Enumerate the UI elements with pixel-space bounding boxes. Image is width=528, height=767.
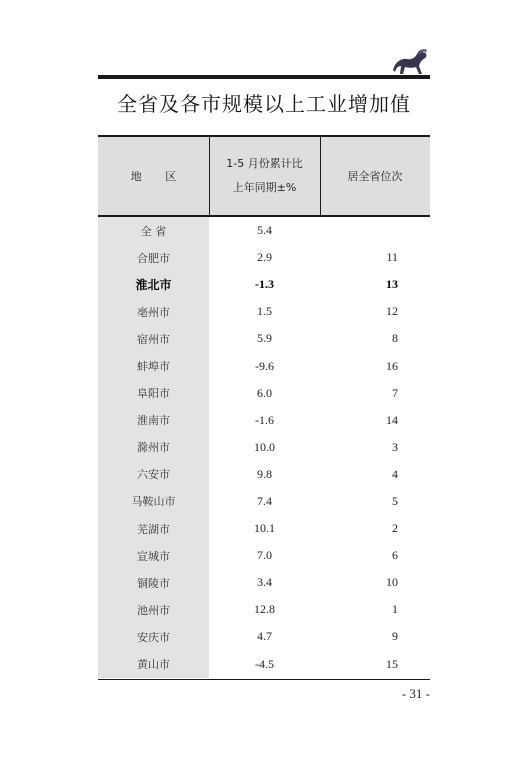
cell-growth: 10.1: [254, 521, 275, 536]
cell-rank: [320, 217, 430, 244]
table-row: [98, 298, 430, 325]
cell-rank: 9: [392, 629, 398, 644]
cell-region: 宿州市: [98, 325, 209, 352]
cell-region: 安庆市: [98, 623, 209, 650]
table-row: [98, 488, 430, 515]
table-header: [98, 137, 430, 215]
cell-region: 宣城市: [98, 542, 209, 569]
cell-region: 亳州市: [98, 298, 209, 325]
horse-icon: [389, 44, 433, 78]
cell-growth: -4.5: [255, 656, 274, 671]
cell-growth: -9.6: [255, 358, 274, 373]
table-row: [98, 461, 430, 488]
data-table: [98, 135, 430, 680]
cell-region: 合肥市: [98, 244, 209, 271]
table-row: [98, 244, 430, 271]
cell-rank: 11: [386, 250, 398, 265]
cell-growth: 12.8: [254, 602, 275, 617]
page-number: - 31 -: [401, 686, 430, 701]
cell-rank: 8: [392, 331, 398, 346]
table-row: [98, 380, 430, 407]
cell-growth: 5.9: [257, 331, 272, 346]
cell-rank: 10: [386, 575, 398, 590]
header-rule: [98, 75, 430, 79]
table-row: [98, 623, 430, 650]
table-bottom-rule: [98, 679, 430, 680]
table-body: [98, 217, 430, 678]
cell-growth: 2.9: [257, 250, 272, 265]
cell-rank: 1: [392, 602, 398, 617]
cell-region: 铜陵市: [98, 569, 209, 596]
cell-region: 全 省: [98, 217, 209, 244]
header-growth: [209, 137, 320, 215]
table-row: [98, 217, 430, 244]
cell-rank: 7: [392, 385, 398, 400]
header-growth-line2: 上年同期±%: [232, 181, 297, 194]
cell-rank: 16: [386, 358, 398, 373]
page-title: 全省及各市规模以上工业增加值: [117, 92, 411, 116]
cell-growth: 5.4: [257, 223, 272, 238]
table-row: [98, 325, 430, 352]
cell-rank: 3: [392, 439, 398, 454]
cell-region: 黄山市: [98, 651, 209, 678]
table-row: [98, 515, 430, 542]
cell-region: 芜湖市: [98, 515, 209, 542]
cell-region: 池州市: [98, 596, 209, 623]
header-rank: 居全省位次: [347, 170, 403, 183]
cell-rank: 14: [386, 412, 398, 427]
cell-region: 淮北市: [98, 271, 209, 298]
table-row: [98, 569, 430, 596]
cell-growth: 1.5: [257, 304, 272, 319]
cell-region: 蚌埠市: [98, 352, 209, 379]
cell-rank: 15: [386, 656, 398, 671]
cell-rank: 4: [392, 466, 398, 481]
cell-growth: 6.0: [257, 385, 272, 400]
table-row: [98, 651, 430, 678]
cell-region: 六安市: [98, 461, 209, 488]
table-row: [98, 407, 430, 434]
cell-rank: 5: [392, 493, 398, 508]
table-row: [98, 271, 430, 298]
cell-growth: 4.7: [257, 629, 272, 644]
cell-region: 马鞍山市: [98, 488, 209, 515]
cell-growth: 9.8: [257, 466, 272, 481]
cell-region: 阜阳市: [98, 380, 209, 407]
table-row: [98, 596, 430, 623]
cell-rank: 13: [386, 277, 398, 292]
header-region: 地 区: [130, 170, 187, 183]
cell-rank: 12: [386, 304, 398, 319]
cell-rank: 2: [392, 521, 398, 536]
cell-growth: 7.4: [257, 493, 272, 508]
table-row: [98, 434, 430, 461]
header-growth-line1: 1-5 月份累计比: [226, 157, 303, 170]
cell-growth: 7.0: [257, 548, 272, 563]
table-row: [98, 542, 430, 569]
table-row: [98, 352, 430, 379]
cell-region: 滁州市: [98, 434, 209, 461]
cell-growth: -1.3: [255, 277, 274, 292]
cell-region: 淮南市: [98, 407, 209, 434]
cell-growth: -1.6: [255, 412, 274, 427]
cell-growth: 10.0: [254, 439, 275, 454]
cell-growth: 3.4: [257, 575, 272, 590]
cell-rank: 6: [392, 548, 398, 563]
